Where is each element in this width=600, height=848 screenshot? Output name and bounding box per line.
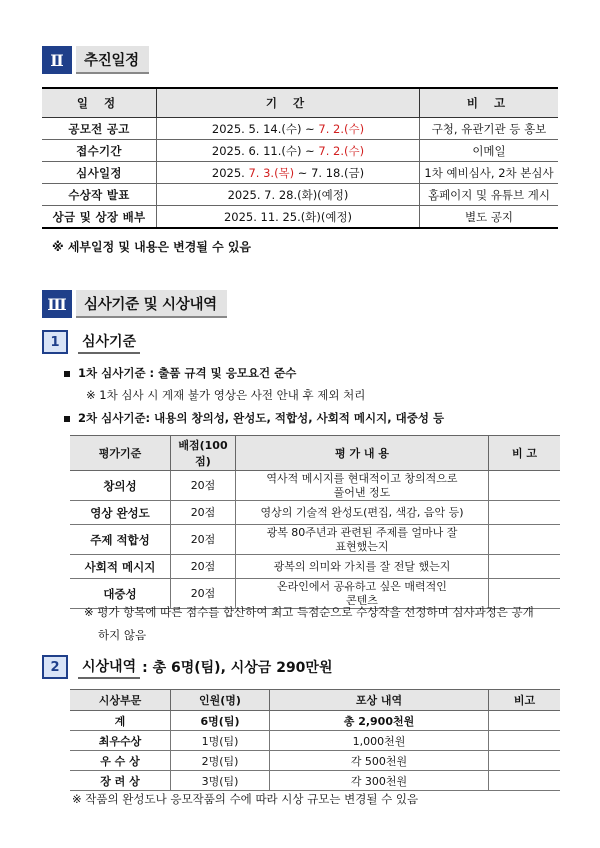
subsection-header-prizes	[42, 656, 332, 678]
prize-count: 3명(팀)	[171, 771, 270, 791]
table-row	[42, 206, 558, 229]
subsection-number: 2	[42, 655, 68, 679]
section-title: 추진일정	[76, 46, 149, 74]
criteria-score: 20점	[171, 555, 236, 579]
subsection-header-criteria	[42, 331, 140, 353]
column-header: 비 고	[489, 436, 561, 471]
prize-footnote: ※ 작품의 완성도나 응모작품의 수에 따라 시상 규모는 변경될 수 있음	[72, 792, 419, 806]
table-row	[42, 184, 558, 206]
table-header-row	[42, 88, 558, 118]
criteria-label: 영상 완성도	[70, 501, 171, 525]
criteria-remark	[489, 555, 561, 579]
bullet-square-icon	[64, 416, 70, 422]
schedule-label: 공모전 공고	[42, 118, 157, 140]
prize-award: 총 2,900천원	[270, 711, 489, 731]
table-row	[42, 140, 558, 162]
table-header-row	[70, 690, 560, 711]
criteria-label: 창의성	[70, 471, 171, 501]
table-row	[42, 118, 558, 140]
criteria-label: 사회적 메시지	[70, 555, 171, 579]
criteria-remark	[489, 525, 561, 555]
prize-count: 6명(팀)	[171, 711, 270, 731]
criteria-note-line2: 하지 않음	[98, 628, 147, 642]
table-row	[70, 471, 560, 501]
schedule-label: 심사일정	[42, 162, 157, 184]
prize-table	[70, 689, 560, 791]
schedule-period: 2025. 5. 14.(수) ~ 7. 2.(수)	[157, 118, 420, 140]
table-row	[70, 555, 560, 579]
column-header: 일 정	[42, 88, 157, 118]
criteria-bullet-1: 1차 심사기준 : 출품 규격 및 응모요건 준수	[64, 365, 296, 381]
prize-summary: : 총 6명(팀), 시상금 290만원	[142, 660, 333, 676]
schedule-note: 1차 예비심사, 2차 본심사	[420, 162, 559, 184]
criteria-description: 광복의 의미와 가치를 잘 전달 했는지	[236, 555, 489, 579]
prize-count: 1명(팀)	[171, 731, 270, 751]
section-title: 심사기준 및 시상내역	[76, 290, 227, 318]
prize-category: 우 수 상	[70, 751, 171, 771]
table-row	[70, 731, 560, 751]
criteria-remark	[489, 501, 561, 525]
column-header: 평 가 내 용	[236, 436, 489, 471]
criteria-remark	[489, 471, 561, 501]
section-number: Ⅱ	[42, 46, 72, 74]
subsection-title: 시상내역	[78, 656, 140, 679]
column-header: 배점(100점)	[171, 436, 236, 471]
prize-category: 최우수상	[70, 731, 171, 751]
prize-remark	[489, 751, 561, 771]
prize-award: 각 300천원	[270, 771, 489, 791]
schedule-label: 수상작 발표	[42, 184, 157, 206]
bullet-square-icon	[64, 371, 70, 377]
prize-category: 계	[70, 711, 171, 731]
table-row	[70, 711, 560, 731]
criteria-score: 20점	[171, 471, 236, 501]
schedule-period: 2025. 7. 3.(목) ~ 7. 18.(금)	[157, 162, 420, 184]
schedule-label: 접수기간	[42, 140, 157, 162]
schedule-table	[42, 87, 558, 229]
prize-remark	[489, 731, 561, 751]
criteria-score: 20점	[171, 501, 236, 525]
schedule-note: 홈페이지 및 유튜브 게시	[420, 184, 559, 206]
column-header: 비고	[489, 690, 561, 711]
section-header-criteria	[42, 290, 227, 318]
criteria-description: 온라인에서 공유하고 싶은 매력적인 콘텐츠	[236, 579, 489, 609]
criteria-description: 역사적 메시지를 현대적이고 창의적으로 풀어낸 정도	[236, 471, 489, 501]
prize-count: 2명(팀)	[171, 751, 270, 771]
schedule-period: 2025. 6. 11.(수) ~ 7. 2.(수)	[157, 140, 420, 162]
column-header: 시상부문	[70, 690, 171, 711]
section-number: Ⅲ	[42, 290, 72, 318]
table-row	[70, 525, 560, 555]
schedule-label: 상금 및 상장 배부	[42, 206, 157, 229]
criteria-bullet-2: 2차 심사기준: 내용의 창의성, 완성도, 적합성, 사회적 메시지, 대중성 등	[64, 410, 444, 426]
table-row	[70, 751, 560, 771]
column-header: 평가기준	[70, 436, 171, 471]
schedule-note: 구청, 유관기관 등 홍보	[420, 118, 559, 140]
schedule-note: 이메일	[420, 140, 559, 162]
column-header: 인원(명)	[171, 690, 270, 711]
prize-award: 1,000천원	[270, 731, 489, 751]
prize-remark	[489, 711, 561, 731]
column-header: 포상 내역	[270, 690, 489, 711]
criteria-bullet-1-note: ※ 1차 심사 시 게재 불가 영상은 사전 안내 후 제외 처리	[86, 388, 366, 402]
column-header: 기 간	[157, 88, 420, 118]
criteria-description: 영상의 기술적 완성도(편집, 색감, 음악 등)	[236, 501, 489, 525]
table-row	[70, 771, 560, 791]
schedule-period: 2025. 7. 28.(화)(예정)	[157, 184, 420, 206]
subsection-number: 1	[42, 330, 68, 354]
criteria-note-line1: ※ 평가 항목에 따른 점수를 합산하여 최고 득점순으로 수상작을 선정하며 심사과정은 공개	[84, 605, 534, 619]
criteria-description: 광복 80주년과 관련된 주제를 얼마나 잘 표현했는지	[236, 525, 489, 555]
schedule-note: 별도 공지	[420, 206, 559, 229]
prize-category: 장 려 상	[70, 771, 171, 791]
section-header-schedule	[42, 46, 149, 74]
schedule-period: 2025. 11. 25.(화)(예정)	[157, 206, 420, 229]
table-header-row	[70, 436, 560, 471]
prize-award: 각 500천원	[270, 751, 489, 771]
subsection-title: 심사기준	[78, 331, 140, 354]
schedule-footnote: ※ 세부일정 및 내용은 변경될 수 있음	[52, 240, 252, 254]
column-header: 비 고	[420, 88, 559, 118]
criteria-score: 20점	[171, 579, 236, 609]
prize-remark	[489, 771, 561, 791]
table-row	[70, 501, 560, 525]
criteria-label: 대중성	[70, 579, 171, 609]
criteria-table	[70, 435, 560, 609]
criteria-score: 20점	[171, 525, 236, 555]
table-row	[42, 162, 558, 184]
criteria-label: 주제 적합성	[70, 525, 171, 555]
